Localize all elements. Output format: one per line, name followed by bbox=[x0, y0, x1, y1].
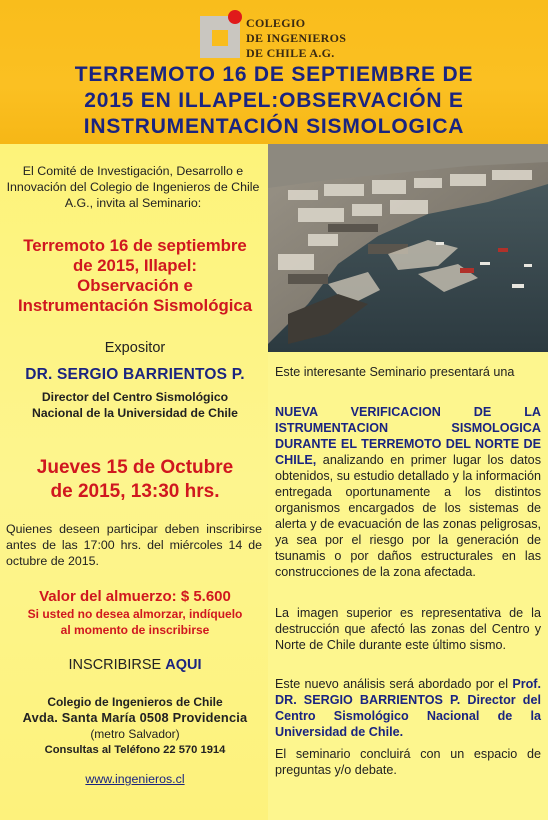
contact-block bbox=[4, 694, 266, 742]
logo-mark-icon bbox=[200, 16, 240, 58]
event-date-line-1: Jueves 15 de Octubre bbox=[36, 457, 234, 478]
event-date bbox=[4, 456, 266, 504]
image-caption-text: La imagen superior es representativa de la destrucción que afectó las zonas del Centro y Norte de Chile durante este último sismo. bbox=[275, 606, 541, 652]
logo-line-1: COLEGIO bbox=[246, 16, 306, 30]
lunch-note-line-2: al momento de inscribirse bbox=[60, 623, 210, 637]
logo-text bbox=[246, 16, 346, 61]
speaker-role-line-2: Nacional de la Universidad de Chile bbox=[32, 406, 238, 420]
speaker-note-intro: Este nuevo análisis será abordado por el bbox=[275, 677, 513, 691]
description-main bbox=[275, 404, 541, 580]
register-link[interactable]: AQUI bbox=[165, 657, 202, 673]
district: (metro Salvador) bbox=[90, 727, 180, 741]
title-line-1: TERREMOTO 16 DE SEPTIEMBRE DE bbox=[74, 63, 474, 86]
header-banner bbox=[0, 0, 548, 144]
title-line-3: INSTRUMENTACIÓN SISMOLOGICA bbox=[83, 115, 465, 138]
speaker-name: DR. SERGIO BARRIENTOS P. bbox=[25, 366, 245, 383]
registration-deadline: Quienes deseen participar deben inscribirse antes de las 17:00 hrs. del miércoles 14 de octubre de 2015. bbox=[6, 522, 262, 568]
seminar-title-line-3: Observación e bbox=[77, 276, 193, 295]
page-title bbox=[8, 62, 540, 140]
lunch-note bbox=[4, 606, 266, 638]
speaker-role-line-1: Director del Centro Sismológico bbox=[41, 390, 229, 404]
speaker-role bbox=[4, 389, 266, 421]
description-intro: Este interesante Seminario presentará una bbox=[275, 365, 515, 379]
colegio-logo bbox=[200, 12, 360, 60]
seminar-title-line-4: Instrumentación Sismológica bbox=[17, 296, 253, 315]
website bbox=[4, 772, 266, 786]
website-link[interactable]: www.ingenieros.cl bbox=[85, 772, 185, 786]
register-call bbox=[4, 657, 266, 673]
speaker-note bbox=[275, 676, 541, 740]
event-date-line-2: de 2015, 13:30 hrs. bbox=[50, 481, 220, 502]
org-name: Colegio de Ingenieros de Chile bbox=[47, 695, 223, 709]
seminar-title bbox=[4, 236, 266, 316]
seminar-title-line-1: Terremoto 16 de septiembre bbox=[23, 236, 247, 255]
seminar-title-line-2: de 2015, Illapel: bbox=[72, 256, 198, 275]
address: Avda. Santa María 0508 Providencia bbox=[22, 710, 248, 725]
register-prefix: INSCRIBIRSE bbox=[68, 657, 166, 673]
earthquake-damage-photo bbox=[268, 144, 548, 352]
lunch-note-line-1: Si usted no desea almorzar, indíquelo bbox=[27, 607, 243, 621]
description-highlight: NUEVA VERIFICACION DE LA ISTRUMENTACION SISMOLOGICA DURANTE EL TERREMOTO DEL NORTE DE CHILE, bbox=[275, 405, 541, 467]
expositor-label: Expositor bbox=[104, 340, 166, 356]
logo-line-3: DE CHILE A.G. bbox=[246, 46, 335, 60]
description-body: analizando en primer lugar los datos obtenidos, su estudio detallado y la información entregada oportunamente a los distintos organismos encargados de los sistemas de alerta y de evacuación de las zonas peligrosas, ya sea por el riesgo por la generación de tsunamis o por daños estructurales en las construcciones de la zona afectada. bbox=[275, 453, 541, 579]
lunch-price: Valor del almuerzo: $ 5.600 bbox=[39, 588, 231, 605]
intro-text: El Comité de Investigación, Desarrollo e Innovación del Colegio de Ingenieros de Chile A.G., invita al Seminario: bbox=[6, 164, 260, 210]
closing-text: El seminario concluirá con un espacio de preguntas y/o debate. bbox=[275, 747, 541, 777]
logo-line-2: DE INGENIEROS bbox=[246, 31, 347, 45]
contact-phone: Consultas al Teléfono 22 570 1914 bbox=[44, 744, 226, 756]
title-line-2: 2015 EN ILLAPEL:OBSERVACIÓN E bbox=[84, 89, 464, 112]
speaker-note-bold: Prof. DR. SERGIO BARRIENTOS P. Director del Centro Sismológico Nacional de la Universidad de Chile. bbox=[275, 677, 541, 739]
